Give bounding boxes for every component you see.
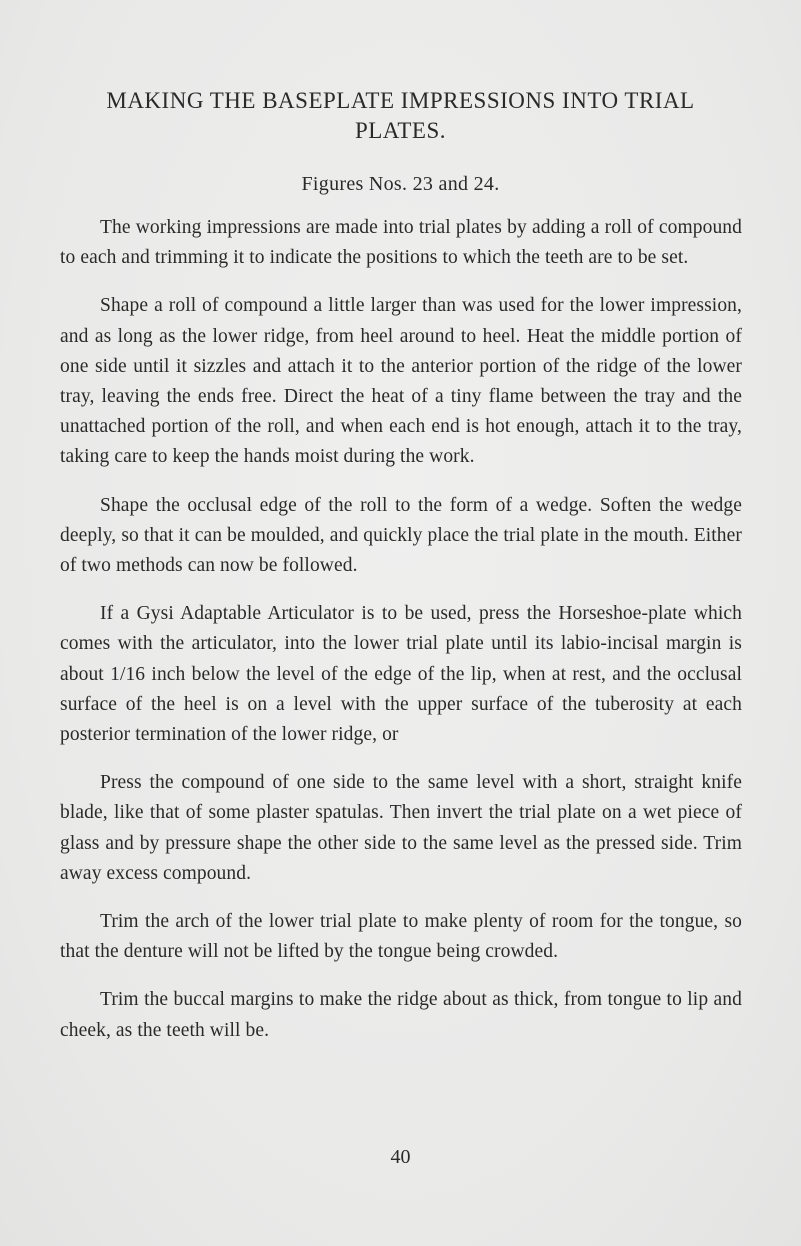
paragraph: The working impressions are made into trial plates by adding a roll of compound to each and trimming it to indicate the positions to which the teeth are to be set. [60,217,742,269]
paragraph: Trim the buccal margins to make the ridge about as thick, from tongue to lip and cheek, as the teeth will be. [60,989,742,1041]
chapter-title: MAKING THE BASEPLATE IMPRESSIONS INTO TRIAL PLATES. [106,88,695,143]
paragraph: Shape a roll of compound a little larger than was used for the lower impression, and as long as the lower ridge, from heel around to heel. Heat the middle portion of one side until it sizzles and attach it to the anterior portion of the ridge of the lower tray, leaving the ends free. Direct the heat of a tiny flame between the tray and the unattached portion of the roll, and when each end is hot enough, attach it to the tray, taking care to keep the hands moist during the work. [60,295,742,468]
paragraph: Trim the arch of the lower trial plate to make plenty of room for the tongue, so that the denture will not be lifted by the tongue being crowded. [60,911,742,963]
paragraph: If a Gysi Adaptable Articulator is to be used, press the Horseshoe-plate which comes with the articulator, into the lower trial plate until its labio-incisal margin is about 1/16 inch below the level of the edge of the lip, when at rest, and the occlusal surface of the heel is on a level with the upper surface of the tuberosity at each posterior termination of the lower ridge, or [60,603,742,746]
page-number: 40 [390,1146,411,1168]
paragraph: Shape the occlusal edge of the roll to the form of a wedge. Soften the wedge deeply, so that it can be moulded, and quickly place the trial plate in the mouth. Either of two methods can now be followed. [60,494,742,577]
paragraph: Press the compound of one side to the same level with a short, straight knife blade, like that of some plaster spatulas. Then invert the trial plate on a wet piece of glass and by pressure shape the other side to the same level as the pressed side. Trim away excess compound. [60,772,742,884]
body-text [60,213,742,1064]
figure-reference: Figures Nos. 23 and 24. [301,173,500,195]
